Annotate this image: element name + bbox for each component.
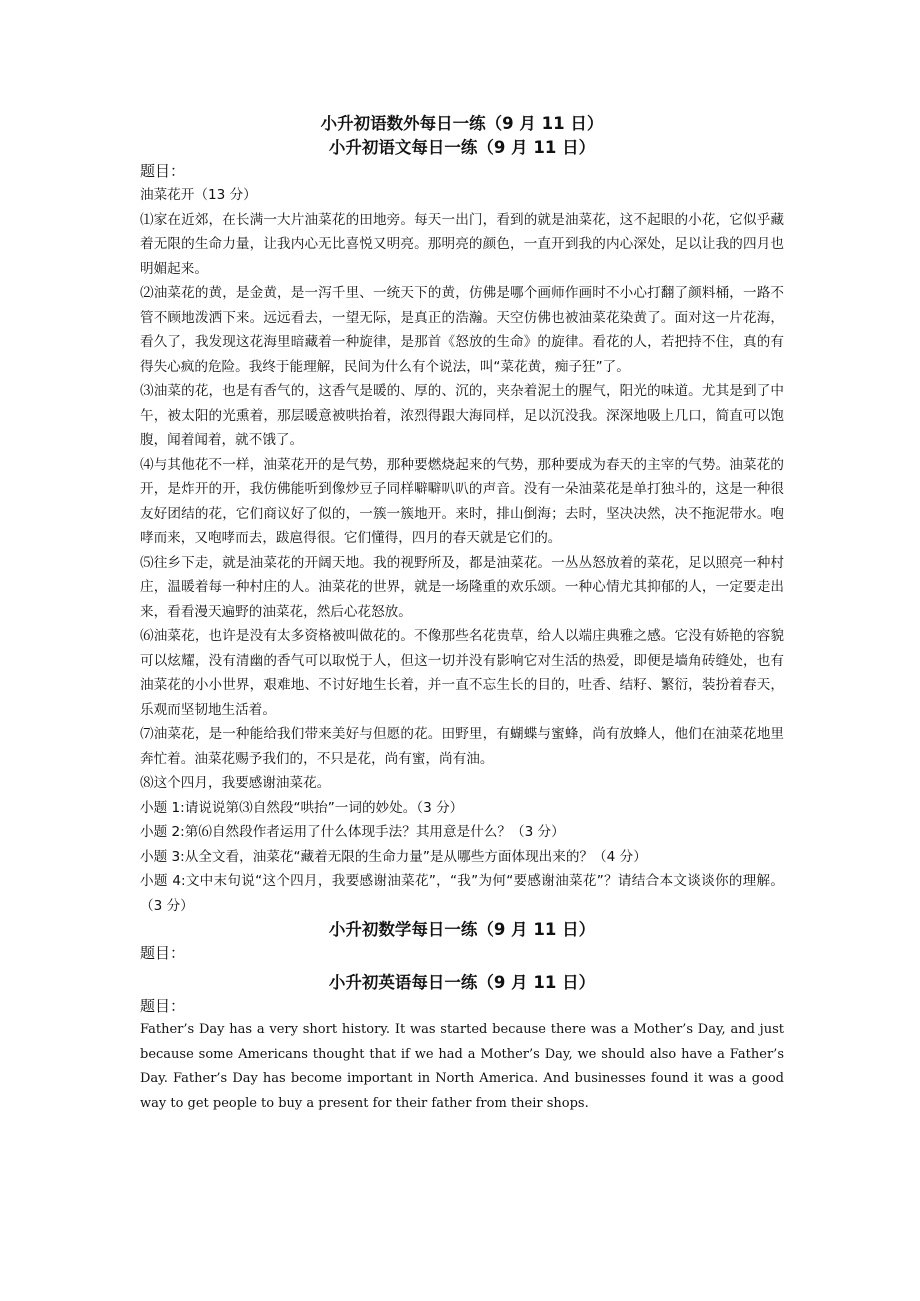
main-title: 小升初语数外每日一练（9 月 11 日）: [320, 114, 604, 133]
document-page: [140, 112, 784, 1116]
paragraph-5: ⑸往乡下走，就是油菜花的开阔天地。我的视野所及，都是油菜花。一丛丛怒放着的菜花，足以照亮一种村庄，温暖着每一种村庄的人。油菜花的世界，就是一场隆重的欢乐颂。一种心情尤其抑郁的人，一定要走出来，看看漫天遍野的油菜花，然后心花怒放。: [140, 554, 784, 620]
paragraph-2: ⑵油菜花的黄，是金黄，是一泻千里、一统天下的黄，仿佛是哪个画师作画时不小心打翻了颜料桶，一路不管不顾地泼洒下来。远远看去，一望无际，是真正的浩瀚。天空仿佛也被油菜花染黄了。面对这一片花海，看久了，我发现这花海里暗藏着一种旋律，是那首《怒放的生命》的旋律。看花的人，若把持不住，真的有得失心疯的危险。我终于能理解，民间为什么有个说法，叫“菜花黄，痴子狂”了。: [140, 285, 784, 375]
math-question-label: 题目：: [140, 944, 186, 962]
paragraph-6: ⑹油菜花，也许是没有太多资格被叫做花的。不像那些名花贵草，给人以端庄典雅之感。它没有娇艳的容貌可以炫耀，没有清幽的香气可以取悦于人，但这一切并没有影响它对生活的热爱，即便是墙角砖缝处，也有油菜花的小小世界，艰难地、不讨好地生长着，并一直不忘生长的目的，吐香、结籽、繁衍，装扮着春天，乐观而坚韧地生活着。: [140, 628, 784, 718]
question-4: 小题 4:文中末句说“这个四月，我要感谢油菜花”，“我”为何“要感谢油菜花”？请结合本文谈谈你的理解。（3 分）: [140, 873, 784, 914]
chinese-question-label: 题目：: [140, 162, 186, 180]
question-1: 小题 1:请说说第⑶自然段“哄抬”一词的妙处。（3 分）: [140, 799, 464, 816]
math-section: [140, 918, 784, 965]
chinese-title: 小升初语文每日一练（9 月 11 日）: [328, 138, 596, 157]
paragraph-3: ⑶油菜的花，也是有香气的，这香气是暖的、厚的、沉的，夹杂着泥土的腥气，阳光的味道。尤其是到了中午，被太阳的光熏着，那层暖意被哄抬着，浓烈得跟大海同样，足以沉没我。深深地吸上几口，简直可以饱腹，闻着闻着，就不饿了。: [140, 383, 784, 448]
question-3: 小题 3:从全文看，油菜花“藏着无限的生命力量”是从哪些方面体现出来的？（4 分）: [140, 848, 647, 865]
essay-title: 油菜花开（13 分）: [140, 187, 257, 203]
paragraph-8: ⑻这个四月，我要感谢油菜花。: [140, 775, 331, 791]
english-passage: Father’s Day has a very short history. It was started because there was a Mother’s Day, and just because some Americans thought that if we had a Mother’s Day, we should also have a Father’s Day. Father’s Day has become important in North America. And businesses found it was a good way to get people to buy a present for their father from their shops.: [140, 1022, 784, 1111]
chinese-section: [140, 136, 784, 918]
english-section: [140, 971, 784, 1116]
math-title: 小升初数学每日一练（9 月 11 日）: [328, 920, 596, 939]
question-2: 小题 2:第⑹自然段作者运用了什么体现手法？其用意是什么？（3 分）: [140, 824, 565, 840]
paragraph-4: ⑷与其他花不一样，油菜花开的是气势，那种要燃烧起来的气势，那种要成为春天的主宰的气势。油菜花的开，是炸开的开，我仿佛能听到像炒豆子同样噼噼叭叭的声音。没有一朵油菜花是单打独斗的，这是一种很友好团结的花，它们商议好了似的，一簇一簇地开。来时，排山倒海；去时，坚决决然，决不拖泥带水。咆哮而来，又咆哮而去，跋扈得很。它们懂得，四月的春天就是它们的。: [140, 456, 784, 546]
paragraph-7: ⑺油菜花，是一种能给我们带来美好与但愿的花。田野里，有蝴蝶与蜜蜂，尚有放蜂人，他们在油菜花地里奔忙着。油菜花赐予我们的，不只是花，尚有蜜，尚有油。: [140, 726, 784, 767]
english-question-label: 题目：: [140, 997, 186, 1015]
paragraph-1: ⑴家在近郊，在长满一大片油菜花的田地旁。每天一出门，看到的就是油菜花，这不起眼的小花，它似乎藏着无限的生命力量，让我内心无比喜悦又明亮。那明亮的颜色，一直开到我的内心深处，足以让我的四月也明媚起来。: [140, 211, 784, 277]
english-title: 小升初英语每日一练（9 月 11 日）: [328, 973, 596, 992]
